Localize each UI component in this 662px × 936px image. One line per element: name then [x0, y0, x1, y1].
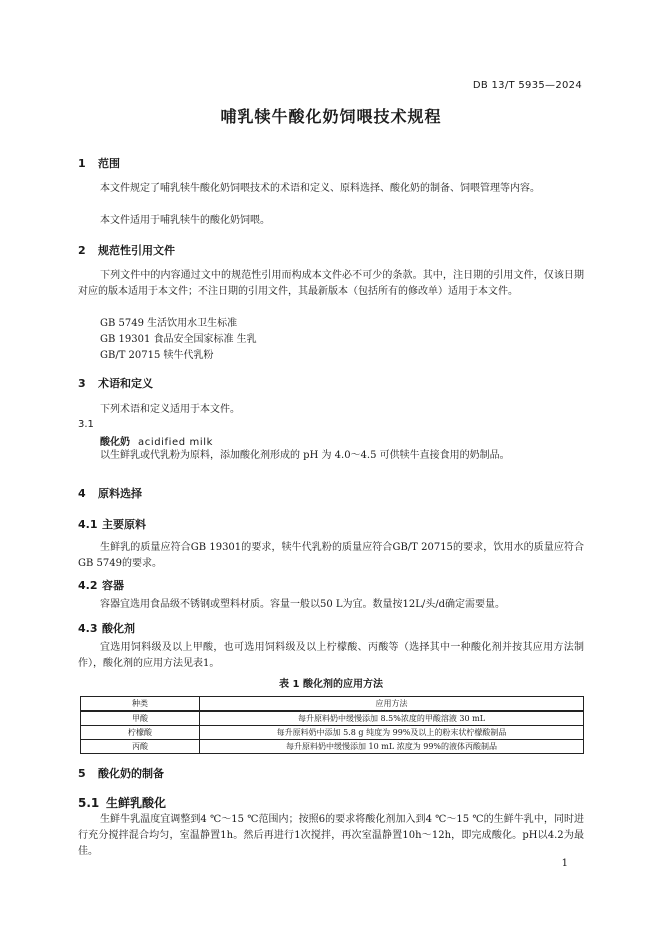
subsection-4-3-paragraph: 宜选用饲料级及以上甲酸，也可选用饲料级及以上柠檬酸、丙酸等（选择其中一种酸化剂并按其应用方法制作），酸化剂的应用方法见表1。: [78, 642, 584, 669]
reference-item: GB 5749 生活饮用水卫生标准: [100, 318, 238, 329]
section-3-paragraph: 下列术语和定义适用于本文件。: [100, 404, 240, 415]
section-title: 范围: [98, 157, 120, 170]
section-title: 规范性引用文件: [98, 244, 175, 257]
section-number: 2: [78, 244, 86, 257]
term-number: 3.1: [78, 419, 94, 430]
subsection-4-2-paragraph: 容器宜选用食品级不锈钢或塑料材质。容量一般以50 L为宜。数量按12L/头/d确定需要量。: [100, 599, 506, 610]
table-row: [81, 711, 584, 726]
document-title: 哺乳犊牛酸化奶饲喂技术规程: [220, 107, 442, 126]
section-3-heading: [78, 375, 153, 391]
term-entry: [100, 433, 213, 448]
section-title: 原料选择: [98, 487, 142, 500]
subsection-4-1-heading: [78, 516, 146, 532]
table-cell-type: 柠檬酸: [81, 726, 200, 740]
subsection-number: 4.3: [78, 622, 98, 635]
section-number: 5: [78, 767, 86, 780]
table-row: [81, 726, 584, 740]
reference-item: GB/T 20715 犊牛代乳粉: [100, 350, 214, 361]
subsection-title: 酸化剂: [102, 622, 135, 635]
table-cell-type: 甲酸: [81, 711, 200, 726]
subsection-4-3-heading: [78, 620, 135, 636]
section-title: 酸化奶的制备: [98, 767, 164, 780]
reference-item: GB 19301 食品安全国家标准 生乳: [100, 334, 257, 345]
section-2-paragraph: 下列文件中的内容通过文中的规范性引用而构成本文件必不可少的条款。其中，注日期的引用文件，仅该日期对应的版本适用于本文件；不注日期的引用文件，其最新版本（包括所有的修改单）适用于本文件。: [78, 270, 584, 297]
section-1-paragraph-2: 本文件适用于哺乳犊牛的酸化奶饲喂。: [100, 215, 270, 226]
term-definition: 以生鲜乳或代乳粉为原料，添加酸化剂形成的 pH 为 4.0～4.5 可供犊牛直接食用的奶制品。: [100, 450, 510, 461]
acidifier-table: [80, 696, 584, 754]
term-chinese: 酸化奶: [100, 437, 130, 448]
document-code: DB 13/T 5935—2024: [472, 80, 582, 91]
table-header-cell: 种类: [81, 697, 200, 712]
subsection-number: 4.2: [78, 579, 98, 592]
section-number: 1: [78, 157, 86, 170]
section-number: 3: [78, 377, 86, 390]
subsection-5-1-heading: [78, 794, 166, 811]
section-number: 4: [78, 487, 86, 500]
subsection-4-2-heading: [78, 577, 124, 593]
section-2-heading: [78, 242, 175, 258]
subsection-title: 生鲜乳酸化: [106, 796, 167, 810]
table-header-row: [81, 697, 584, 712]
table-cell-type: 丙酸: [81, 740, 200, 754]
subsection-number: 5.1: [78, 796, 100, 810]
section-4-heading: [78, 485, 142, 501]
table-cell-method: 每升原料奶中添加 5.8 g 纯度为 99%及以上的粉末状柠檬酸制品: [200, 726, 584, 740]
subsection-title: 主要原料: [102, 518, 146, 531]
table-row: [81, 740, 584, 754]
section-5-heading: [78, 765, 164, 781]
section-1-paragraph-1: 本文件规定了哺乳犊牛酸化奶饲喂技术的术语和定义、原料选择、酸化奶的制备、饲喂管理等内容。: [100, 183, 540, 194]
table-cell-method: 每升原料奶中缓慢添加 10 mL 浓度为 99%的液体丙酸制品: [200, 740, 584, 754]
subsection-5-1-paragraph: 生鲜牛乳温度宜调整到4 ℃～15 ℃范围内；按照6的要求将酸化剂加入到4 ℃～15 ℃的生鲜牛乳中，同时进行充分搅拌混合均匀，室温静置1h。然后再进行1次搅拌，再次室温静置10h～12h，即完成酸化。pH以4.2为最佳。: [78, 814, 584, 857]
term-english: acidified milk: [138, 437, 213, 448]
section-title: 术语和定义: [98, 377, 153, 390]
table-caption: 表 1 酸化剂的应用方法: [279, 679, 383, 690]
subsection-4-1-paragraph: 生鲜乳的质量应符合GB 19301的要求，犊牛代乳粉的质量应符合GB/T 20715的要求，饮用水的质量应符合GB 5749的要求。: [78, 542, 584, 569]
section-1-heading: [78, 155, 120, 171]
page-number: 1: [561, 858, 568, 869]
subsection-title: 容器: [102, 579, 124, 592]
subsection-number: 4.1: [78, 518, 98, 531]
table-header-cell: 应用方法: [200, 697, 584, 712]
table-cell-method: 每升原料奶中缓慢添加 8.5%浓度的甲酸溶液 30 mL: [200, 711, 584, 726]
